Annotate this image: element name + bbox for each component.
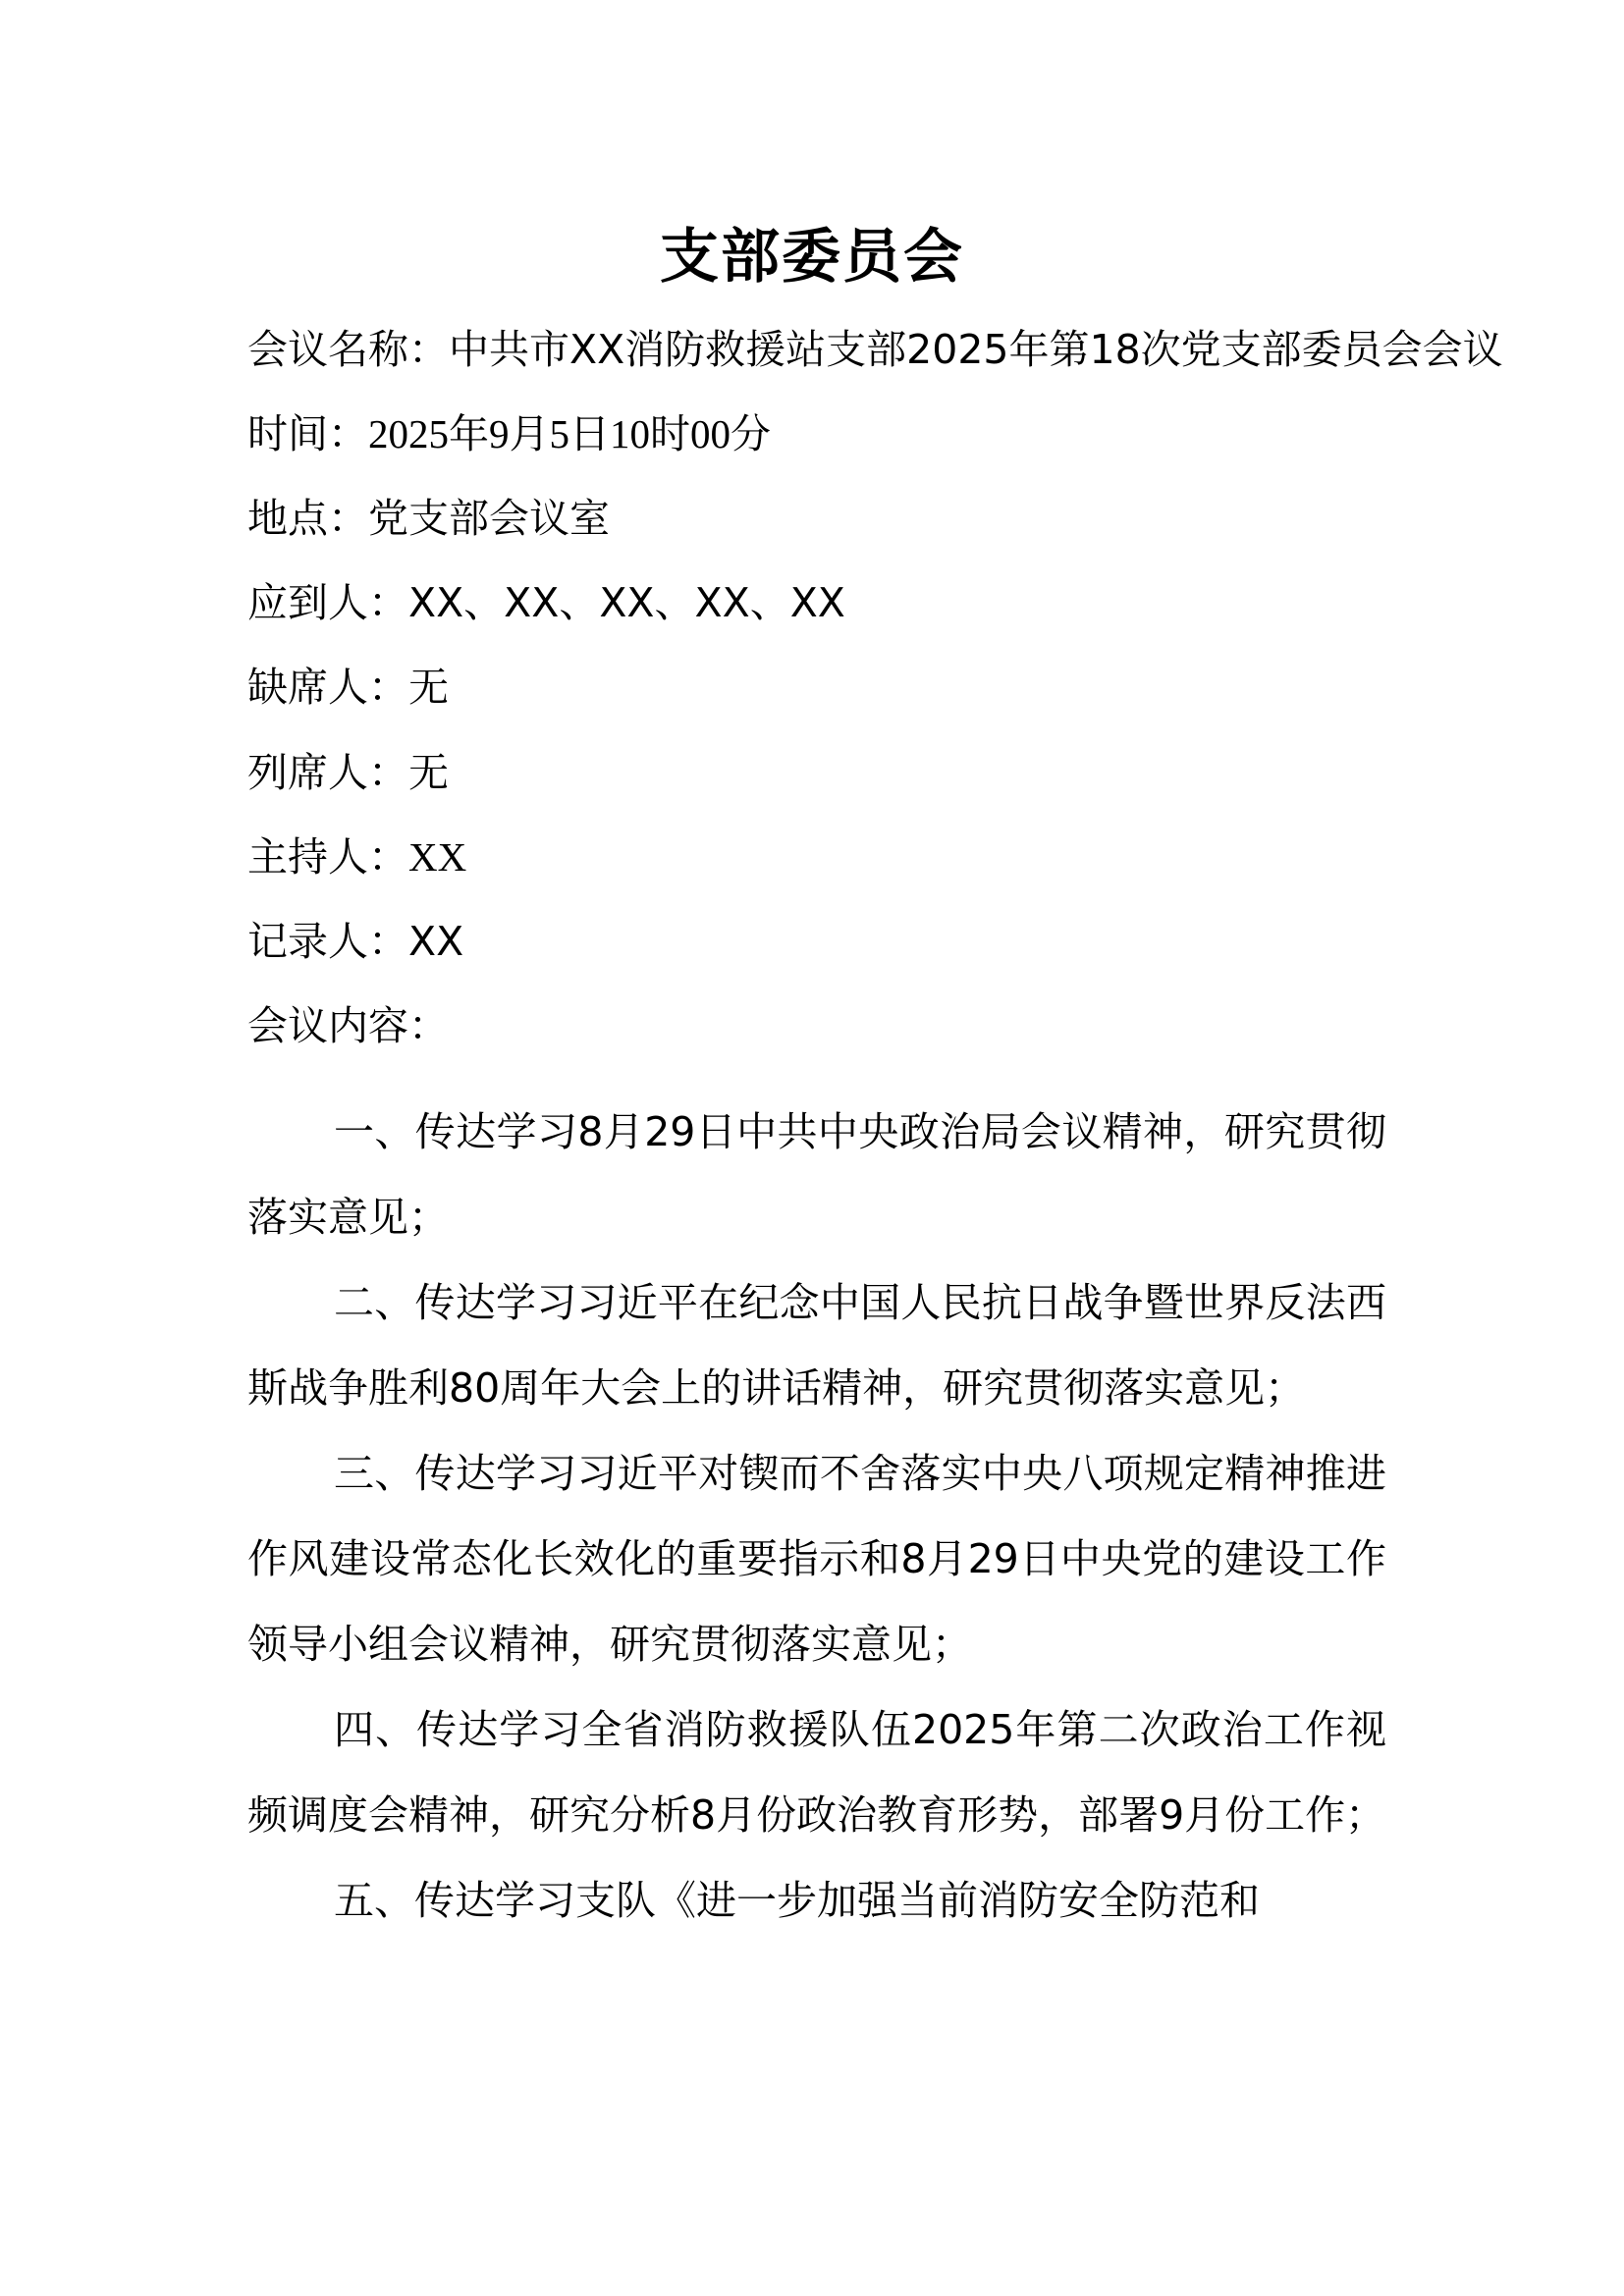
content-heading: 会议内容： — [247, 1002, 449, 1049]
field-value: 中共市XX消防救援站支部2025年第18次党支部委员会会议 — [449, 326, 1503, 373]
field-label: 列席人： — [247, 749, 408, 796]
field-label: 记录人： — [247, 918, 408, 965]
content-item: 四、传达学习全省消防救援队伍2025年第二次政治工作视频调度会精神，研究分析8月份政治教育形势，部署9月份工作； — [247, 1706, 1386, 1839]
content-item: 二、传达学习习近平在纪念中国人民抗日战争暨世界反法西斯战争胜利80周年大会上的讲话精神，研究贯彻落实意见； — [247, 1279, 1386, 1412]
content-item: 三、传达学习习近平对锲而不舍落实中央八项规定精神推进作风建设常态化长效化的重要指示和8月29日中央党的建设工作领导小组会议精神，研究贯彻落实意见； — [247, 1450, 1386, 1668]
field-label: 应到人： — [247, 579, 408, 626]
field-value: XX — [408, 918, 464, 965]
field-label: 会议名称： — [247, 326, 449, 373]
field-label: 主持人： — [247, 833, 408, 881]
content-item: 五、传达学习支队《进一步加强当前消防安全防范和 — [334, 1877, 1260, 1924]
field-host — [247, 828, 466, 886]
field-label: 缺席人： — [247, 664, 408, 711]
field-recorder — [247, 912, 463, 971]
field-value: 党支部会议室 — [368, 495, 610, 542]
field-value: XX、XX、XX、XX、XX — [408, 579, 845, 626]
content-item: 一、传达学习8月29日中共中央政治局会议精神，研究贯彻落实意见； — [247, 1108, 1386, 1241]
meeting-content — [247, 1090, 1386, 1944]
field-value: XX — [408, 834, 467, 880]
field-value: 无 — [408, 749, 449, 796]
field-location — [247, 489, 610, 548]
field-expected-attendees — [247, 573, 845, 632]
field-time — [247, 404, 771, 463]
field-value: 2025年9月5日10时00分 — [368, 411, 771, 456]
field-absent — [247, 658, 449, 717]
field-label: 地点： — [247, 495, 368, 542]
field-observers — [247, 743, 449, 802]
field-meeting-name — [247, 320, 1503, 379]
document-title: 支部委员会 — [660, 223, 964, 292]
field-label: 时间： — [247, 410, 368, 457]
field-value: 无 — [408, 664, 449, 711]
